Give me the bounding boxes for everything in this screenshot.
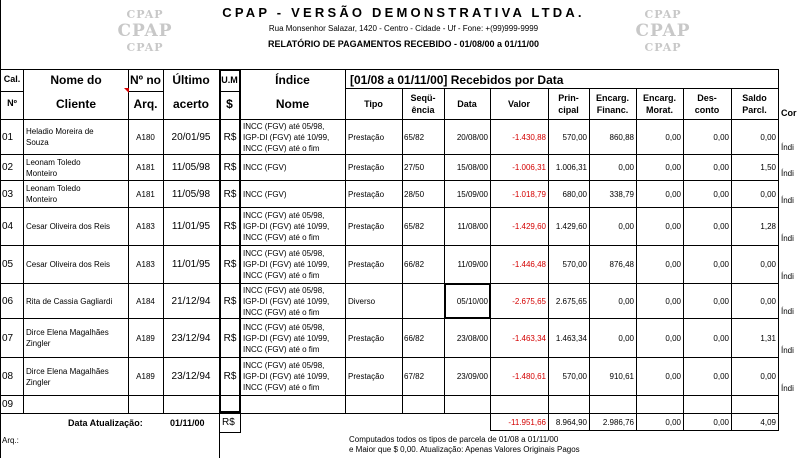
row-client-name-line: Rita de Cassia Gagliardi — [26, 296, 113, 306]
row-seq — [404, 284, 444, 318]
row-client-name-line: Zingler — [26, 339, 51, 348]
footer-note-2: e Maior que $ 0,00. Atualização: Apenas Valores Originais Pagos — [349, 445, 580, 454]
period-title: [01/08 a 01/11/00] Recebidos por Data — [350, 73, 564, 87]
row-client-name — [26, 284, 127, 318]
row-num: 01 — [2, 131, 14, 143]
total-encarg-morat: 0,00 — [665, 417, 681, 427]
row-um — [221, 396, 239, 413]
row-ultimo: 23/12/94 — [171, 332, 211, 344]
row-index-line: IGP-DI (FGV) até 10/99, — [243, 372, 330, 381]
row-client-name — [26, 358, 127, 395]
row-client-name-line: Cesar Oliveira dos Reis — [26, 222, 111, 231]
row-saldo: 1,28 — [760, 222, 776, 231]
row-emor: 0,00 — [665, 333, 681, 343]
row-client-name — [26, 155, 127, 180]
row-index-line: INCC (FGV) até 05/98, — [243, 285, 325, 295]
row-num: 07 — [2, 332, 14, 344]
row-efin: 0,00 — [618, 296, 634, 306]
total-saldo: 4,09 — [760, 417, 776, 427]
row-efin: 860,88 — [609, 132, 634, 142]
row-index-line: INCC (FGV) — [243, 163, 287, 172]
header-saldo-2: Parcl. — [742, 105, 767, 115]
row-num: 06 — [2, 295, 14, 307]
total-encarg-financ: 2.986,76 — [602, 417, 634, 427]
company-name: CPAP - VERSÃO DEMONSTRATIVA LTDA. — [222, 5, 585, 20]
row-valor — [490, 396, 546, 413]
header-arq-2: Arq. — [133, 97, 158, 111]
row-emor: 0,00 — [665, 222, 681, 231]
row-client-name — [26, 208, 127, 245]
row-saldo: 0,00 — [760, 189, 776, 199]
row-index-line: IGP-DI (FGV) até 10/99, — [243, 260, 330, 269]
row-desc — [683, 396, 729, 413]
update-label: Data Atualização: — [68, 418, 143, 428]
row-index-line: IGP-DI (FGV) até 10/99, — [243, 296, 330, 306]
row-ultimo: 23/12/94 — [171, 371, 211, 382]
header-name-1: Nome do — [50, 73, 102, 87]
row-client-name — [26, 246, 127, 283]
row-efin: 0,00 — [618, 222, 634, 231]
row-desc: 0,00 — [713, 296, 729, 306]
row-correction: Índi — [781, 384, 794, 393]
update-date: 01/11/00 — [170, 418, 205, 428]
row-correction: Índi — [781, 169, 794, 178]
total-principal: 8.964,90 — [555, 417, 587, 427]
row-correction: Índi — [781, 272, 794, 281]
row-index-line: INCC (FGV) até o fim — [243, 344, 320, 354]
row-seq: 27/50 — [404, 163, 425, 172]
row-tipo: Prestação — [348, 189, 385, 199]
row-ultimo — [163, 396, 219, 413]
row-index-name — [243, 120, 345, 154]
row-index-line: IGP-DI (FGV) até 10/99, — [243, 333, 330, 343]
row-emor: 0,00 — [665, 372, 681, 381]
row-um: R$ — [223, 131, 237, 143]
row-data: 23/08/00 — [456, 333, 488, 343]
row-saldo: 0,00 — [760, 132, 776, 142]
row-desc: 0,00 — [713, 222, 729, 231]
row-arq: A183 — [136, 260, 155, 269]
header-indice-2: Nome — [275, 97, 310, 111]
company-address: Rua Monsenhor Salazar, 1420 - Centro - Cidade - Uf - Fone: +(99)999-9999 — [268, 24, 539, 33]
row-client-name-line: Heladio Moreira de — [26, 127, 94, 136]
header-desconto-1: Des- — [697, 93, 717, 103]
row-correction: Índi — [781, 346, 794, 355]
row-num: 03 — [2, 188, 14, 200]
row-desc: 0,00 — [713, 132, 729, 142]
row-correction — [781, 401, 805, 412]
row-tipo: Prestação — [348, 163, 385, 172]
report-title: RELATÓRIO DE PAGAMENTOS RECEBIDO - 01/08/00 a 01/11/00 — [267, 39, 540, 49]
row-valor: -1.018,79 — [512, 189, 546, 199]
row-seq: 66/82 — [404, 260, 425, 269]
row-tipo: Prestação — [348, 132, 385, 142]
row-valor: -1.463,34 — [512, 333, 546, 343]
row-arq: A181 — [136, 189, 155, 199]
header-desconto-2: conto — [694, 105, 720, 115]
row-principal: 1.463,34 — [555, 333, 587, 343]
row-valor: -1.430,88 — [512, 132, 546, 142]
row-um: R$ — [223, 259, 237, 270]
row-efin: 338,79 — [609, 189, 634, 199]
row-principal: 680,00 — [562, 189, 587, 199]
row-arq: A189 — [136, 333, 155, 343]
row-num: 08 — [2, 371, 14, 382]
row-emor — [636, 396, 681, 413]
row-index-name — [243, 358, 345, 395]
row-desc: 0,00 — [713, 260, 729, 269]
watermark-logo-left: CPAP CPAP CPAP — [117, 8, 173, 54]
header-saldo-1: Saldo — [742, 93, 767, 103]
row-client-name-line: Monteiro — [26, 195, 58, 204]
header-principal-1: Prin- — [558, 93, 579, 103]
row-index-line: INCC (FGV) até o fim — [243, 383, 320, 392]
row-index-line: INCC (FGV) até 05/98, — [243, 361, 325, 370]
row-desc: 0,00 — [713, 163, 729, 172]
row-index-name — [243, 319, 345, 357]
row-index-name — [243, 208, 345, 245]
comment-marker — [124, 88, 129, 93]
row-seq: 65/82 — [404, 132, 425, 142]
row-efin: 910,61 — [609, 372, 634, 381]
row-principal: 1.429,60 — [555, 222, 587, 231]
row-client-name-line: Leonam Toledo — [26, 157, 81, 167]
row-client-name — [26, 396, 127, 413]
row-num: 02 — [2, 162, 14, 173]
row-index-name — [243, 396, 345, 413]
row-index-line: IGP-DI (FGV) até 10/99, — [243, 132, 330, 142]
header-valor: Valor — [507, 99, 530, 109]
header-con: Cor — [781, 108, 797, 118]
total-desconto: 0,00 — [713, 417, 729, 427]
row-index-name — [243, 246, 345, 283]
row-arq: A183 — [136, 222, 155, 231]
row-num: 05 — [2, 259, 14, 270]
row-correction: Índi — [781, 234, 794, 243]
row-data: 11/08/00 — [457, 222, 488, 231]
row-emor: 0,00 — [665, 189, 681, 199]
header-cal-1: Cal. — [3, 74, 21, 84]
header-cal-2: Nº — [7, 98, 17, 108]
row-principal: 570,00 — [562, 372, 587, 381]
row-saldo: 0,00 — [760, 296, 776, 306]
row-client-name-line: Souza — [26, 138, 49, 147]
row-client-name — [26, 120, 127, 154]
row-seq: 28/50 — [404, 189, 425, 199]
row-index-line: INCC (FGV) até 05/98, — [243, 322, 325, 332]
row-index-name — [243, 181, 345, 207]
row-desc: 0,00 — [713, 333, 729, 343]
row-um: R$ — [223, 295, 237, 307]
row-index-line: INCC (FGV) até o fim — [243, 233, 320, 242]
row-emor: 0,00 — [665, 132, 681, 142]
header-ultimo-2: acerto — [172, 97, 210, 111]
watermark-logo-right: CPAP CPAP CPAP — [635, 8, 691, 54]
row-principal: 570,00 — [562, 132, 587, 142]
row-index-line: INCC (FGV) até o fim — [243, 143, 320, 153]
row-emor: 0,00 — [665, 163, 681, 172]
row-principal — [548, 396, 587, 413]
row-um: R$ — [223, 332, 237, 344]
row-principal: 570,00 — [562, 260, 587, 269]
header-encarg-financ-2: Financ. — [596, 105, 629, 115]
row-client-name — [26, 181, 127, 207]
row-saldo: 1,50 — [760, 163, 776, 172]
row-ultimo: 20/01/95 — [171, 131, 211, 143]
row-saldo: 0,00 — [760, 372, 776, 381]
row-index-line: INCC (FGV) até o fim — [243, 271, 320, 280]
row-arq: A181 — [136, 163, 155, 172]
row-index-line: INCC (FGV) até o fim — [243, 307, 320, 317]
row-index-line: INCC (FGV) até 05/98, — [243, 211, 325, 220]
header-encarg-morat-1: Encarg. — [642, 93, 676, 103]
row-index-name — [243, 155, 345, 180]
header-encarg-financ-1: Encarg. — [595, 93, 629, 103]
row-desc: 0,00 — [713, 189, 729, 199]
header-indice-1: Índice — [275, 73, 310, 87]
row-data: 20/08/00 — [456, 132, 488, 142]
row-seq — [404, 396, 444, 413]
row-index-line: INCC (FGV) até 05/98, — [243, 249, 325, 258]
row-data: 23/09/00 — [456, 372, 488, 381]
header-principal-2: cipal — [558, 105, 579, 115]
row-client-name-line: Leonam Toledo — [26, 184, 81, 193]
header-um-1: U.M — [221, 75, 238, 85]
row-correction: Índi — [781, 307, 794, 316]
row-client-name — [26, 319, 127, 357]
header-ultimo-1: Último — [172, 73, 210, 87]
row-tipo: Prestação — [348, 333, 385, 343]
header-name-2: Cliente — [55, 97, 96, 111]
row-arq — [128, 396, 163, 413]
row-seq: 67/82 — [404, 372, 425, 381]
row-um: R$ — [223, 371, 237, 382]
row-arq: A184 — [136, 296, 155, 306]
row-index-line: IGP-DI (FGV) até 10/99, — [243, 222, 330, 231]
row-data: 15/09/00 — [456, 189, 488, 199]
row-valor: -1.446,48 — [512, 260, 546, 269]
header-seq-2: ência — [411, 105, 435, 115]
row-index-line: INCC (FGV) até 05/98, — [243, 121, 325, 131]
row-client-name-line: Monteiro — [26, 168, 58, 178]
row-data: 11/09/00 — [457, 260, 488, 269]
row-data — [444, 396, 488, 413]
row-saldo: 1,31 — [760, 333, 776, 343]
header-tipo: Tipo — [364, 99, 383, 109]
row-emor: 0,00 — [665, 296, 681, 306]
row-num: 09 — [2, 399, 14, 410]
row-valor: -1.006,31 — [512, 163, 546, 172]
row-tipo: Prestação — [348, 372, 385, 381]
row-seq: 66/82 — [404, 333, 425, 343]
row-emor: 0,00 — [665, 260, 681, 269]
footer-note-1: Computados todos os tipos de parcela de 01/08 a 01/11/00 — [349, 435, 559, 444]
row-um: R$ — [223, 221, 237, 232]
row-efin: 876,48 — [609, 260, 634, 269]
row-principal: 2.675,65 — [555, 296, 587, 306]
row-ultimo: 11/05/98 — [171, 162, 211, 173]
row-index-line: INCC (FGV) — [243, 189, 287, 199]
header-data: Data — [457, 99, 477, 109]
row-saldo — [731, 396, 776, 413]
row-seq: 65/82 — [404, 222, 425, 231]
row-valor: -1.480,61 — [512, 372, 546, 381]
row-efin — [589, 396, 634, 413]
row-valor: -2.675,65 — [512, 296, 546, 306]
row-data: 05/10/00 — [456, 296, 488, 306]
row-index-name — [243, 284, 345, 318]
row-arq: A189 — [136, 372, 155, 381]
row-ultimo: 11/05/98 — [171, 188, 211, 200]
row-arq: A180 — [136, 132, 155, 142]
row-ultimo: 21/12/94 — [171, 295, 211, 307]
row-correction: Índi — [781, 143, 794, 152]
row-ultimo: 11/01/95 — [171, 259, 211, 270]
row-data: 15/08/00 — [456, 163, 488, 172]
row-ultimo: 11/01/95 — [171, 221, 211, 232]
header-seq-1: Seqü- — [410, 93, 436, 103]
row-um: R$ — [223, 188, 237, 200]
row-efin: 0,00 — [618, 333, 634, 343]
row-client-name-line: Dirce Elena Magalhães — [26, 328, 109, 337]
footer-um: R$ — [222, 417, 235, 428]
header-encarg-morat-2: Morat. — [646, 105, 673, 115]
total-valor: -11.951,66 — [508, 417, 546, 427]
row-um: R$ — [223, 162, 237, 173]
header-arq-1: Nº no — [129, 73, 162, 87]
row-valor: -1.429,60 — [512, 222, 546, 231]
arq-label: Arq.: — [2, 436, 19, 445]
row-efin: 0,00 — [618, 163, 634, 172]
row-num: 04 — [2, 221, 14, 232]
row-client-name-line: Cesar Oliveira dos Reis — [26, 260, 111, 269]
row-tipo — [348, 396, 402, 413]
row-client-name-line: Dirce Elena Magalhães — [26, 366, 109, 376]
row-tipo: Prestação — [348, 260, 385, 269]
row-tipo: Diverso — [348, 296, 376, 306]
row-correction: Índi — [781, 196, 794, 205]
row-saldo: 0,00 — [760, 260, 776, 269]
header-um-2: $ — [226, 97, 233, 111]
row-tipo: Prestação — [348, 222, 385, 231]
row-principal: 1.006,31 — [555, 163, 587, 172]
row-client-name-line: Zingler — [26, 377, 51, 387]
row-desc: 0,00 — [713, 372, 729, 381]
